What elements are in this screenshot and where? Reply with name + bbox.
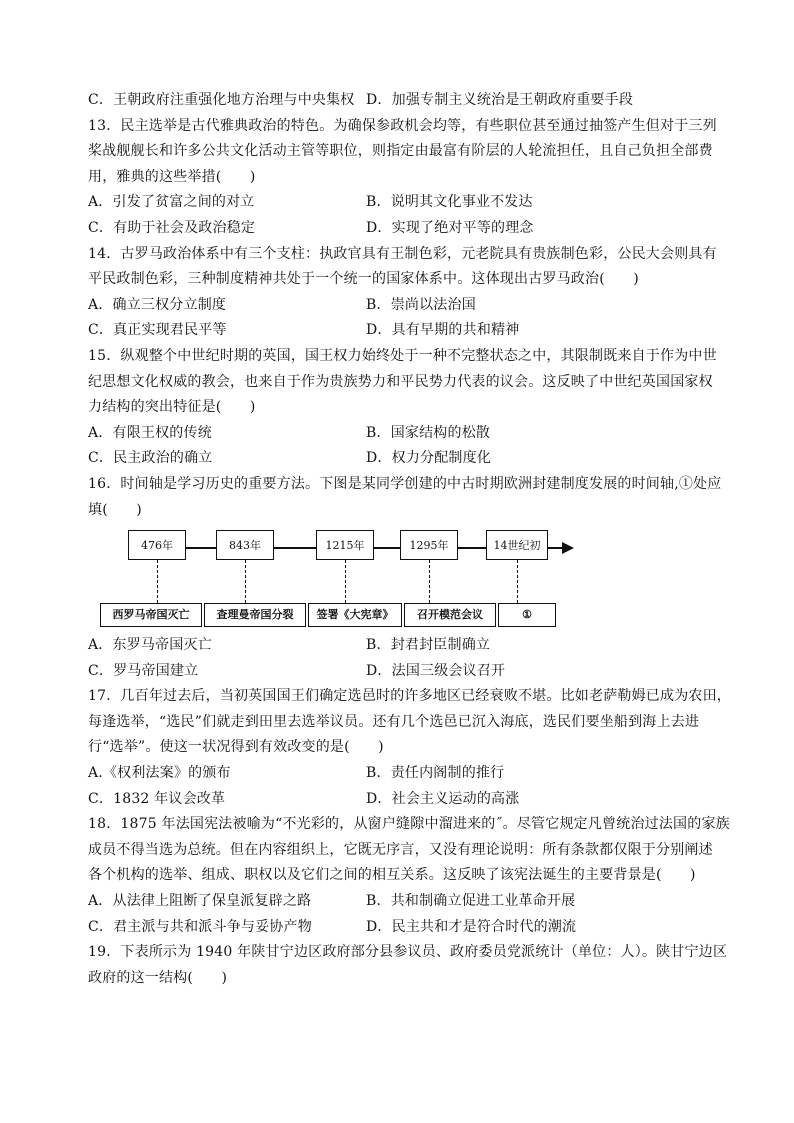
option-c: C．1832 年议会改革 (88, 790, 226, 807)
timeline-event-box: 查理曼帝国分裂 (204, 603, 306, 627)
question-18 (88, 812, 730, 940)
timeline-connector (517, 560, 518, 603)
timeline-connector (157, 560, 158, 603)
timeline-year-box: 1215年 (316, 530, 374, 560)
option-d: D．权力分配制度化 (366, 450, 492, 467)
option-c: C．民主政治的确立 (88, 450, 213, 467)
options-row (88, 889, 712, 915)
question-14 (88, 242, 717, 344)
option-a: A．确立三权分立制度 (88, 296, 227, 313)
options-row (88, 787, 712, 813)
timeline-event-box: ① (498, 603, 556, 627)
options-row (88, 659, 712, 685)
option-c: C．真正实现君民平等 (88, 322, 227, 339)
option-c: C．君主派与共和派斗争与妥协产物 (88, 918, 312, 935)
options-row (88, 293, 712, 319)
question-stem-line: 18．1875 年法国宪法被喻为“不光彩的，从窗户缝隙中溜进来的˝。尽管它规定凡曾统治过法国的家族 (88, 816, 730, 833)
option-b: B．共和制确立促进工业革命开展 (366, 893, 576, 910)
option-a: A．引发了贫富之间的对立 (88, 194, 255, 211)
question-stem-line: 桨战舰舰长和许多公共文化活动主管等职位，则指定由最富有阶层的人轮流担任，且自己负担全部费 (88, 143, 713, 160)
timeline-event-box: 西罗马帝国灭亡 (100, 603, 202, 627)
options-row (88, 216, 712, 242)
option-d: D．民主共和才是符合时代的潮流 (366, 918, 577, 935)
timeline-year-box: 14世纪初 (486, 530, 548, 560)
question-stem-line: 用，雅典的这些举措( ) (88, 168, 256, 185)
options-row (88, 446, 712, 472)
options-row (88, 915, 712, 941)
option-b: B．说明其文化事业不发达 (366, 194, 533, 211)
question-stem-line: 各个机构的选举、组成、职权以及它们之间的相互关系。这反映了该宪法诞生的主要背景是( ) (88, 867, 696, 884)
option-a: A．东罗马帝国灭亡 (88, 637, 212, 654)
option-c: C．罗马帝国建立 (88, 662, 199, 679)
timeline-event-box: 召开模范会议 (404, 603, 496, 627)
timeline-connector (345, 560, 346, 603)
q12-options-tail (88, 88, 712, 114)
exam-page (88, 88, 732, 991)
question-stem-line: 成员不得当选为总统。但在内容组织上，它既无序言，又没有理论说明：所有条款都仅限于分别阐述 (88, 841, 713, 858)
timeline-arrow-icon (562, 542, 574, 554)
question-stem-line: 17．几百年过去后，当初英国国王们确定选邑时的许多地区已经衰败不堪。比如老萨勒姆已成为农田， (88, 688, 732, 705)
option-a: A．有限王权的传统 (88, 424, 212, 441)
question-stem-line: 力结构的突出特征是( ) (88, 399, 256, 416)
question-stem-line: 19．下表所示为 1940 年陕甘宁边区政府部分县参议员、政府委员党派统计（单位：人）。陕甘宁边区 (88, 944, 728, 961)
option-b: B．国家结构的松散 (366, 424, 491, 441)
question-stem-line: 每逢选举，“选民”们就走到田里去选举议员。还有几个选邑已沉入海底，选民们要坐船到海上去进 (88, 713, 700, 730)
question-stem-line: 15．纵观整个中世纪时期的英国，国王权力始终处于一种不完整状态之中，其限制既来自于作为中世 (88, 347, 717, 364)
timeline-year-box: 476年 (128, 530, 186, 560)
question-stem-line: 政府的这一结构( ) (88, 969, 228, 986)
option-b: B．封君封臣制确立 (366, 637, 491, 654)
timeline-year-box: 1295年 (400, 530, 458, 560)
question-stem-line: 14．古罗马政治体系中有三个支柱：执政官具有王制色彩，元老院具有贵族制色彩，公民大会则具有 (88, 245, 717, 262)
question-15 (88, 344, 717, 472)
question-stem-line: 13．民主选举是古代雅典政治的特色。为确保参政机会均等，有些职位甚至通过抽签产生但对于三列 (88, 117, 717, 134)
option-b: B．责任内阁制的推行 (366, 765, 505, 782)
timeline-connector (429, 560, 430, 603)
options-row (88, 761, 712, 787)
question-17 (88, 684, 732, 812)
option-b: B．崇尚以法治国 (366, 296, 476, 313)
options-row (88, 318, 712, 344)
option-d: D．社会主义运动的高涨 (366, 790, 520, 807)
timeline-event-box: 签署《大宪章》 (308, 603, 402, 627)
timeline-connector (245, 560, 246, 603)
timeline-year-box: 843年 (216, 530, 274, 560)
timeline-diagram (88, 527, 712, 623)
options-row (88, 421, 712, 447)
option-a: A．从法律上阻断了保皇派复辟之路 (88, 893, 312, 910)
options-row (88, 190, 712, 216)
question-stem-line: 平民政制色彩，三种制度精神共处于一个统一的国家体系中。这体现出古罗马政治( ) (88, 271, 639, 288)
option-d: D．具有早期的共和精神 (366, 322, 520, 339)
option-c: C．有助于社会及政治稳定 (88, 219, 256, 236)
option-d: D．法国三级会议召开 (366, 662, 506, 679)
question-16 (88, 472, 722, 684)
question-stem-line: 填( ) (88, 501, 142, 518)
question-13 (88, 114, 717, 242)
options-row (88, 633, 712, 659)
option-d: D．加强专制主义统治是王朝政府重要手段 (366, 92, 634, 108)
option-c: C．王朝政府注重强化地方治理与中央集权 (88, 92, 355, 108)
option-d: D．实现了绝对平等的理念 (366, 219, 534, 236)
question-stem-line: 行“选举”。使这一状况得到有效改变的是( ) (88, 739, 384, 756)
question-stem-line: 16．时间轴是学习历史的重要方法。下图是某同学创建的中古时期欧洲封建制度发展的时间轴,①处应 (88, 475, 722, 492)
option-a: A.《权利法案》的颁布 (88, 765, 231, 782)
question-stem-line: 纪思想文化权威的教会，也来自于作为贵族势力和平民势力代表的议会。这反映了中世纪英国国家权 (88, 373, 713, 390)
question-19 (88, 940, 728, 991)
